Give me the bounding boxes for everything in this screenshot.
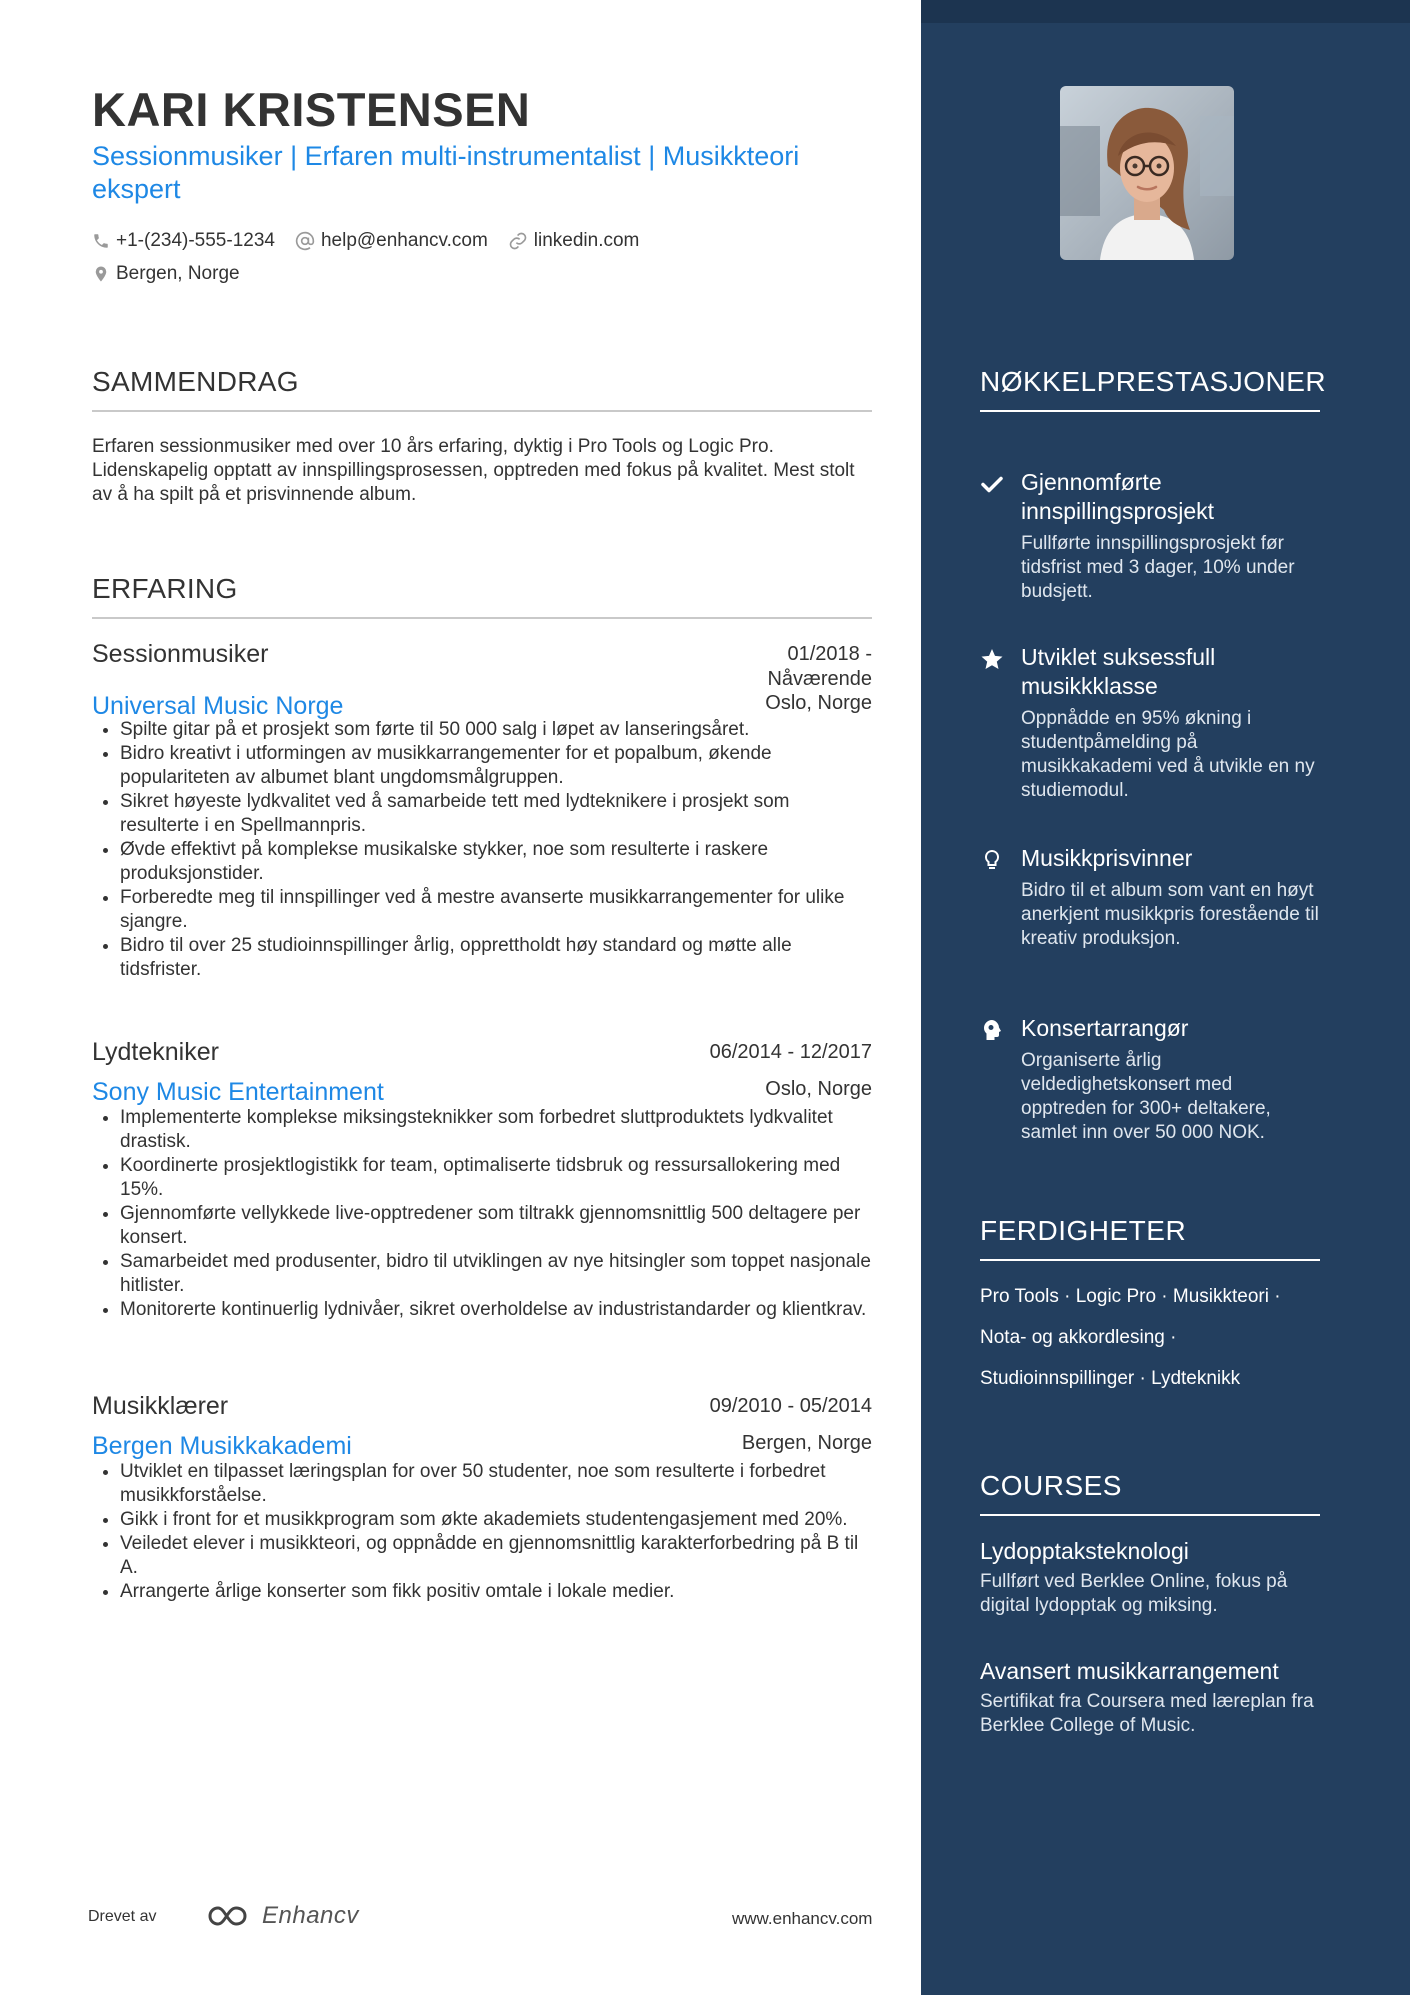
job-date: 01/2018 - Nåværende	[767, 643, 872, 690]
skills-list	[980, 1276, 1320, 1399]
job-bullets	[92, 718, 872, 982]
bullet-item: • Spilte gitar på et prosjekt som førte til 50 000 salg i løpet av lanseringsåret.	[120, 718, 872, 742]
achievement-title: Gjennomførte innspillingsprosjekt	[1021, 469, 1215, 524]
job-header	[92, 1038, 872, 1078]
achievement-item	[980, 468, 1320, 604]
job-subheader	[92, 692, 872, 726]
bullet-item: • Monitorerte kontinuerlig lydnivåer, sikret overholdelse av industristandarder og klientkrav.	[120, 1298, 872, 1322]
job-entry	[92, 1392, 872, 1604]
course-desc: Sertifikat fra Coursera med læreplan fra Berklee College of Music.	[980, 1691, 1314, 1736]
job-subheader	[92, 1078, 872, 1112]
job-header	[92, 1392, 872, 1432]
job-title: Lydtekniker	[92, 1038, 219, 1066]
course-title: Avansert musikkarrangement	[980, 1658, 1279, 1684]
skills-line: Pro Tools · Logic Pro · Musikkteori ·	[980, 1286, 1281, 1307]
bullet-item: • Bidro kreativt i utformingen av musikkarrangementer for et popalbum, økende populariteten av albumet blant ungdomsmålgruppen.	[120, 742, 872, 790]
achievement-title: Konsertarrangør	[1021, 1015, 1189, 1041]
headline: Sessionmusiker | Erfaren multi-instrumentalist | Musikkteori ekspert	[92, 141, 800, 204]
company-name[interactable]: Bergen Musikkakademi	[92, 1432, 352, 1460]
skills-line: Studioinnspillinger · Lydteknikk	[980, 1368, 1241, 1389]
job-location: Oslo, Norge	[765, 692, 872, 714]
star-icon	[980, 647, 1004, 671]
brain-head-icon	[980, 1018, 1004, 1042]
enhancv-logo[interactable]	[206, 1902, 359, 1930]
job-title: Sessionmusiker	[92, 640, 269, 668]
achievement-title: Utviklet suksessfull musikkklasse	[1021, 644, 1216, 699]
course-title: Lydopptaksteknologi	[980, 1538, 1189, 1564]
bullet-item: • Veiledet elever i musikkteori, og oppnådde en gjennomsnittlig karakterforbedring på B til A.	[120, 1532, 872, 1580]
map-pin-icon	[92, 264, 110, 284]
bullet-item: • Koordinerte prosjektlogistikk for team, optimaliserte tidsbruk og ressursallokering med 15%.	[120, 1154, 872, 1202]
company-name[interactable]: Sony Music Entertainment	[92, 1078, 384, 1106]
job-header	[92, 640, 872, 690]
lightbulb-icon	[980, 848, 1004, 872]
course-desc: Fullført ved Berklee Online, fokus på digital lydopptak og miksing.	[980, 1571, 1288, 1616]
skills-title: FERDIGHETER	[980, 1213, 1320, 1261]
location-contact	[92, 263, 240, 285]
achievement-desc: Organiserte årlig veldedighetskonsert med opptreden for 300+ deltakere, samlet inn over 50 000 NOK.	[1021, 1050, 1271, 1143]
course-item	[980, 1536, 1325, 1618]
at-sign-icon	[295, 231, 315, 251]
bullet-item: • Gjennomførte vellykkede live-opptredener som tiltrakk gjennomsnittlig 500 deltagere per konsert.	[120, 1202, 872, 1250]
job-location: Oslo, Norge	[765, 1078, 872, 1100]
candidate-name: KARI KRISTENSEN	[92, 83, 531, 136]
checkmark-icon	[980, 472, 1004, 496]
phone-contact	[92, 230, 275, 252]
company-name[interactable]: Universal Music Norge	[92, 692, 344, 720]
bullet-item: • Samarbeidet med produsenter, bidro til utviklingen av nye hitsingler som toppet nasjonale hitlister.	[120, 1250, 872, 1298]
job-bullets	[92, 1460, 872, 1604]
profile-photo	[1060, 86, 1234, 260]
courses-title: COURSES	[980, 1468, 1320, 1516]
bullet-item: • Sikret høyeste lydkvalitet ved å samarbeide tett med lydteknikere i prosjekt som resulterte i en Spellmannpris.	[120, 790, 872, 838]
job-title: Musikklærer	[92, 1392, 229, 1420]
job-entry	[92, 1038, 872, 1322]
sidebar	[921, 0, 1410, 1995]
brand-name: Enhancv	[262, 1902, 359, 1929]
link-icon	[508, 231, 528, 251]
summary-text: Erfaren sessionmusiker med over 10 års erfaring, dyktig i Pro Tools og Logic Pro. Lidenskapelig opptatt av innspillingsprosessen, opptreden med fokus på kvalitet. Mest stolt av å ha spilt på et prisvinnende album.	[92, 436, 855, 505]
email-text[interactable]: help@enhancv.com	[320, 230, 488, 251]
job-entry	[92, 640, 872, 982]
job-date: 09/2010 - 05/2014	[709, 1395, 872, 1417]
bullet-item: • Bidro til over 25 studioinnspillinger årlig, opprettholdt høy standard og møtte alle tidsfrister.	[120, 934, 872, 982]
achievement-desc: Bidro til et album som vant en høyt anerkjent musikkpris forestående til kreativ produksjon.	[1021, 880, 1319, 949]
email-contact[interactable]	[295, 230, 488, 252]
location-row	[92, 263, 260, 285]
job-subheader	[92, 1432, 872, 1466]
achievement-desc: Oppnådde en 95% økning i studentpåmelding på musikkakademi ved å utvikle en ny studiemodul.	[1021, 708, 1315, 801]
achievement-item	[980, 844, 1320, 951]
achievements-title: NØKKELPRESTASJONER	[980, 364, 1320, 412]
bullet-item: • Øvde effektivt på komplekse musikalske stykker, noe som resulterte i raskere produksjonstider.	[120, 838, 872, 886]
experience-title: ERFARING	[92, 573, 872, 619]
phone-text: +1-(234)-555-1234	[116, 230, 275, 251]
bullet-item: • Arrangerte årlige konserter som fikk positiv omtale i lokale medier.	[120, 1580, 872, 1604]
bullet-item: • Implementerte komplekse miksingsteknikker som forbedret sluttproduktets lydkvalitet drastisk.	[120, 1106, 872, 1154]
bullet-item: • Utviklet en tilpasset læringsplan for over 50 studenter, noe som resulterte i forbedret musikkforståelse.	[120, 1460, 872, 1508]
powered-by-text: Drevet av	[88, 1908, 157, 1925]
profile-avatar-icon	[1060, 86, 1234, 260]
job-date: 06/2014 - 12/2017	[709, 1041, 872, 1063]
summary-title: SAMMENDRAG	[92, 366, 872, 412]
phone-icon	[92, 232, 110, 250]
achievement-item	[980, 643, 1320, 803]
website-contact[interactable]	[508, 230, 640, 252]
contact-row	[92, 230, 659, 252]
sidebar-top-bar	[921, 0, 1410, 23]
job-location: Bergen, Norge	[741, 1432, 872, 1454]
footer	[0, 1902, 920, 1942]
bullet-item: • Forberedte meg til innspillinger ved å mestre avanserte musikkarrangementer for ulike sjangre.	[120, 886, 872, 934]
bullet-item: • Gikk i front for et musikkprogram som økte akademiets studentengasjement med 20%.	[120, 1508, 872, 1532]
skills-line: Nota- og akkordlesing ·	[980, 1327, 1177, 1348]
achievement-title: Musikkprisvinner	[1021, 845, 1193, 871]
location-text: Bergen, Norge	[116, 263, 240, 284]
achievement-item	[980, 1014, 1320, 1145]
achievement-desc: Fullførte innspillingsprosjekt før tidsfrist med 3 dager, 10% under budsjett.	[1021, 533, 1295, 602]
job-bullets	[92, 1106, 872, 1322]
course-item	[980, 1656, 1325, 1738]
infinity-logo-icon	[206, 1903, 254, 1929]
website-text[interactable]: linkedin.com	[533, 230, 640, 251]
footer-site[interactable]: www.enhancv.com	[732, 1909, 873, 1928]
